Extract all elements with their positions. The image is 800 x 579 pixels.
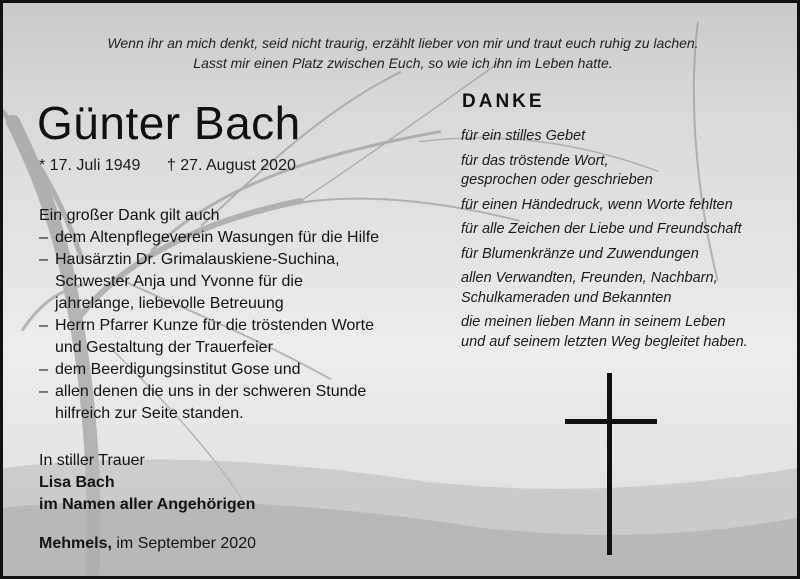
danke-line: für einen Händedruck, wenn Worte fehlten [461,196,733,213]
thanks-item-text: allen denen die uns in der schweren Stunde hilfreich zur Seite standen. [55,383,367,422]
motto-line-1: Wenn ihr an mich denkt, seid nicht traurig, erzählt lieber von mir und traut euch ruhig zu lachen. [107,35,699,51]
death-date: † 27. August 2020 [166,157,296,174]
deceased-name: Günter Bach [37,97,301,149]
danke-line: allen Verwandten, Freunden, Nachbarn, Schulkameraden und Bekannten [461,270,718,306]
thanks-item-text: Herrn Pfarrer Kunze für die tröstenden Worte und Gestaltung der Trauerfeier [55,317,374,356]
place-date [39,533,256,555]
motto-quote [3,33,800,73]
motto-line-2: Lasst mir einen Platz zwischen Euch, so wie ich ihn im Leben hatte. [193,55,613,71]
danke-line: für Blumenkränze und Zuwendungen [461,245,699,262]
signer-note: im Namen aller Angehörigen [39,496,256,513]
danke-line: für alle Zeichen der Liebe und Freundschaft [461,221,742,237]
danke-heading: DANKE [462,91,545,112]
cross-icon [565,373,657,555]
list-item: – Herrn Pfarrer Kunze für die tröstenden Worte und Gestaltung der Trauerfeier [39,315,379,359]
danke-line: für das tröstende Wort, gesprochen oder geschrieben [461,152,653,188]
thanks-item-text: dem Altenpflegeverein Wasungen für die Hilfe [55,229,380,246]
thanks-item-text: Hausärztin Dr. Grimalauskiene-Suchina, Schwester Anja und Yvonne für die jahrelange, liebevolle Betreuung [55,251,340,312]
list-item: – Hausärztin Dr. Grimalauskiene-Suchina, Schwester Anja und Yvonne für die jahrelange, liebevolle Betreuung [39,249,379,315]
list-item: – dem Beerdigungsinstitut Gose und [39,359,379,381]
place-town: Mehmels, [39,535,112,552]
mourning-label: In stiller Trauer [39,452,145,469]
mourning-signature [39,450,255,516]
thanks-item-text: dem Beerdigungsinstitut Gose und [55,361,301,378]
signer-name: Lisa Bach [39,474,115,491]
thanks-section [39,205,379,425]
danke-line: für ein stilles Gebet [461,128,586,144]
danke-list [461,127,748,357]
list-item: – dem Altenpflegeverein Wasungen für die Hilfe [39,227,379,249]
thanks-intro: Ein großer Dank gilt auch [39,207,220,224]
danke-line: die meinen lieben Mann in seinem Leben und auf seinem letzten Weg begleitet haben. [461,314,748,350]
life-dates [39,155,318,177]
list-item: – allen denen die uns in der schweren Stunde hilfreich zur Seite standen. [39,381,379,425]
birth-date: * 17. Juli 1949 [39,157,141,174]
place-month: im September 2020 [111,535,256,552]
